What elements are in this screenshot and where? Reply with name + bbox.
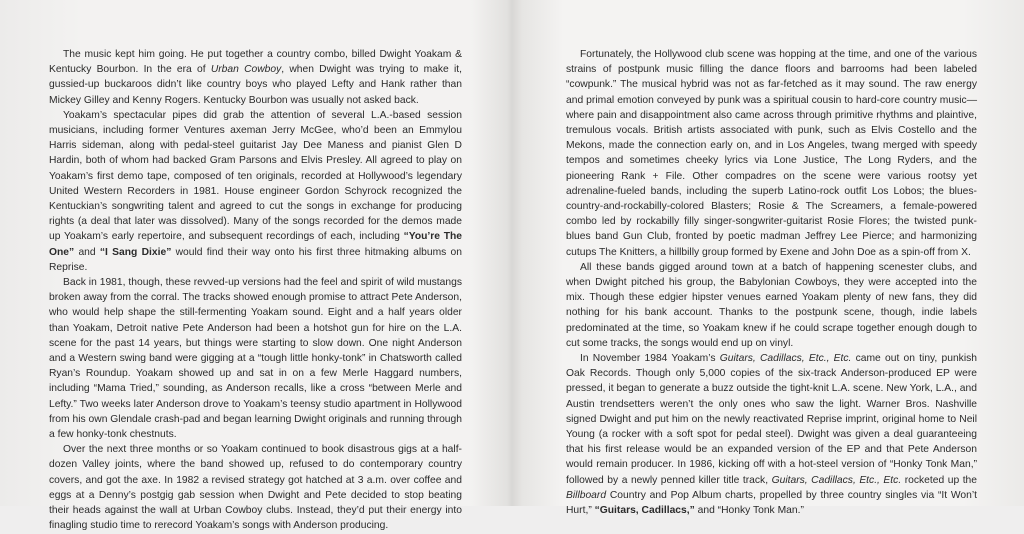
text-run: rocketed up the [901,474,978,486]
paragraph [566,351,977,518]
paragraph [49,275,462,442]
text-run: The music kept him going. He put together a country combo, billed Dwight Yoakam & Kentucky Bourbon. In the era of [49,49,462,76]
bold-song-title: “Guitars, Cadillacs,” [594,505,695,517]
bold-song-title: “You’re The One” [49,231,462,258]
paragraph [49,442,462,533]
paragraph [49,47,462,108]
italic-title: Guitars, Cadillacs, Etc., Etc. [771,474,902,486]
text-run: Yoakam’s spectacular pipes did grab the attention of several L.A.-based session musicians, including former Ventures axeman Jerry McGee, who’d been an Emmylou Harris sideman, along with pedal-steel guitarist Jay Dee Maness and pianist Glen D Hardin, both of whom had backed Gram Parsons and Elvis Presley. All agreed to play on Yoakam’s first demo tape, composed of ten originals, recorded at Hollywood’s legendary United Western Recorders in 1981. House engineer Gordon Schyrock recognized the Kentuckian’s songwriting talent and agreed to cut the songs in exchange for producing rights (a deal that later was dissolved). Many of the songs recorded for the demos made up Yoakam’s early repertoire, and subsequent recordings of each, including [49,109,462,243]
text-run: Back in 1981, though, these revved-up versions had the feel and spirit of wild mustangs broken away from the corral. The tracks showed enough promise to attract Pete Anderson, who would help shape the still-fermenting Yoakam sound. Eight and a half years older than Yoakam, Detroit native Pete Anderson had been a hotshot gun for hire on the L.A. scene for the past 14 years, but things were starting to slow down. One night Anderson and a Western swing band were gigging at a “tough little honky-tonk” in Chatsworth called Ryan’s Roundup. Yoakam showed up and sat in on a few Merle Haggard numbers, including “Mama Tried,” sounding, as Anderson recalls, like a cross “between Merle and Lefty.” Two weeks later Anderson drove to Yoakam’s teensy studio apartment in Hollywood from his own Glendale crash-pad and began learning Dwight originals and running through a few honky-tonk chestnuts. [49,277,462,441]
paragraph [566,260,977,351]
text-run: came out on tiny, punkish Oak Records. Though only 5,000 copies of the six-track Anderson-produced EP were pressed, it began to generate a buzz outside the tight-knit L.A. scene. New York, L.A., and Austin trendsetters weren’t the only ones who saw the light. Warner Bros. Nashville signed Dwight and put him on the newly reactivated Reprise imprint, original home to Neil Young (a rocker with a soft spot for pedal steel). Dwight was given a deal guaranteeing that his first release would be an expanded version of the EP and that Pete Anderson would remain producer. In 1986, kicking off with a hot-steel version of “Honky Tonk Man,” followed by a newly penned killer title track, [566,353,977,486]
italic-title: Urban Cowboy [210,64,282,76]
text-run: All these bands gigged around town at a batch of happening scenester clubs, and when Dwight pitched his group, the Babylonian Cowboys, they were accepted into the mix. Though these edgier hipster venues earned Yoakam plenty of new fans, they did nothing for his bank account. Thanks to the postpunk scene, though, indie labels predominated at the time, so Yoakam knew if he could scrape together enough dough to cut some tracks, the songs would end up on vinyl. [566,261,977,349]
italic-title: Billboard [566,489,607,501]
text-run: , when Dwight was trying to make it, gussied-up buckaroos didn’t like country boys who played Lefty and Hank rather than Mickey Gilley and Kenny Rogers. Kentucky Bourbon was usually not asked back. [49,64,463,106]
text-run: and [74,246,100,258]
right-page [566,47,977,518]
bold-song-title: “I Sang Dixie” [99,246,172,258]
text-run: Over the next three months or so Yoakam continued to book disastrous gigs at a half-dozen Valley joints, where the band showed up, refused to do contemporary country covers, and got the axe. In 1982 a revised strategy got hatched at 3 a.m. over coffee and eggs at a Denny’s postgig gab session when Dwight and Pete decided to stop beating their heads against the wall at Urban Cowboy clubs. Instead, they’d put their energy into finagling studio time to rerecord Yoakam’s songs with Anderson producing. [49,444,462,532]
text-run: Fortunately, the Hollywood club scene was hopping at the time, and one of the various strains of postpunk music filling the dance floors and barrooms had been labeled “cowpunk.” The musical hybrid was not as far-fetched as it may sound. The raw energy and primal emotion conveyed by punk was a spiritual cousin to hard-core country music—where pain and disappointment also came across through primitive rhythms and plaintive, tremulous vocals. British artists associated with punk, such as Elvis Costello and the Mekons, made the connection early on, and in Los Angeles, twang merged with speedy tempos and sometimes cheeky lyrics via Lone Justice, The Long Ryders, and the pioneering Rank + File. Other compadres on the scene were various rootsy yet adrenaline-fueled bands, including the superb Latino-rock outfit Los Lobos; the blues-country-and-rockabilly-colored Blasters; Rosie & The Screamers, a female-powered combo led by rockabilly filly singer-songwriter-guitarist Rosie Flores; the twisted punk-blues band Gun Club, fronted by poetic madman Jeffrey Lee Pierce; and harmonizing cutups The Knitters, a hillbilly group formed by Exene and John Doe as a spin-off from X. [566,49,977,258]
paragraph [49,108,462,275]
left-page [49,47,462,534]
text-run: Country and Pop Album charts, propelled by three country singles via “It Won’t Hurt,” [566,489,977,517]
paragraph [566,47,977,260]
text-run: and “Honky Tonk Man.” [694,505,804,517]
text-run: would find their way onto his first three hitmaking albums on Reprise. [49,246,463,273]
italic-title: Guitars, Cadillacs, Etc., Etc. [719,353,852,365]
text-run: In November 1984 Yoakam’s [580,353,720,365]
